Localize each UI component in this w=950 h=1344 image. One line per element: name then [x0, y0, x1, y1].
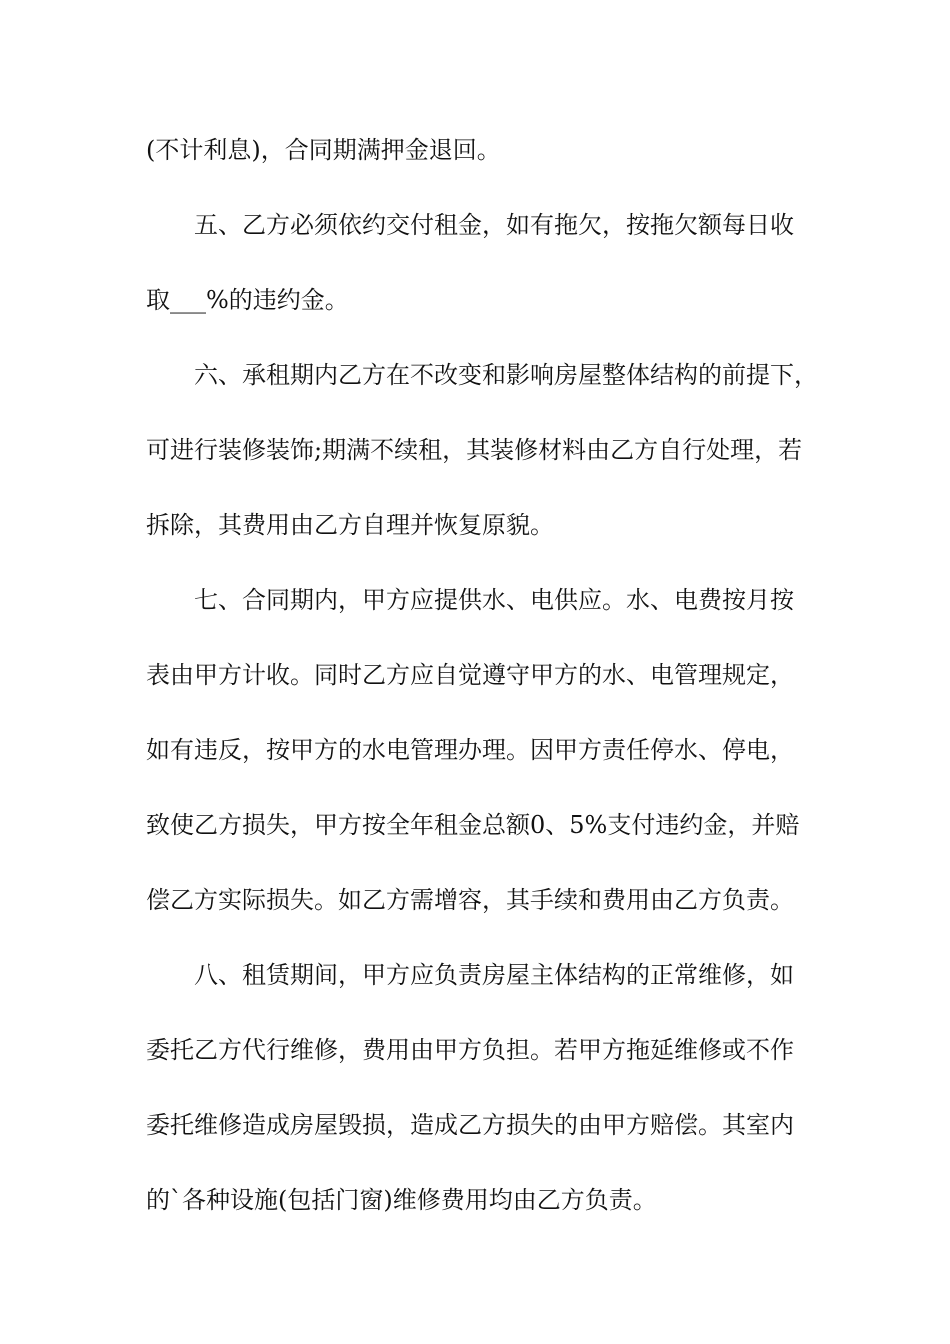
- clause-5-line-1: 五、乙方必须依约交付租金，如有拖欠，按拖欠额每日收: [194, 211, 794, 239]
- clause-6-line-3: 拆除，其费用由乙方自理并恢复原貌。: [146, 511, 554, 539]
- clause-7-line-1: 七、合同期内，甲方应提供水、电供应。水、电费按月按: [194, 586, 794, 614]
- clause-8-line-3: 委托维修造成房屋毁损，造成乙方损失的由甲方赔偿。其室内: [146, 1111, 794, 1139]
- clause-7-line-5: 偿乙方实际损失。如乙方需增容，其手续和费用由乙方负责。: [146, 886, 794, 914]
- clause-8-line-2: 委托乙方代行维修，费用由甲方负担。若甲方拖延维修或不作: [146, 1036, 794, 1064]
- clause-8-line-1: 八、租赁期间，甲方应负责房屋主体结构的正常维修，如: [194, 961, 794, 989]
- text-line-1: (不计利息)，合同期满押金退回。: [146, 136, 501, 164]
- clause-7-line-3: 如有违反，按甲方的水电管理办理。因甲方责任停水、停电，: [146, 736, 794, 764]
- clause-5-line-2: 取___%的违约金。: [146, 286, 349, 314]
- clause-7-line-2: 表由甲方计收。同时乙方应自觉遵守甲方的水、电管理规定，: [146, 661, 794, 689]
- clause-6-line-2: 可进行装修装饰;期满不续租，其装修材料由乙方自行处理，若: [146, 436, 803, 464]
- clause-7-line-4: 致使乙方损失，甲方按全年租金总额0、5%支付违约金，并赔: [146, 811, 800, 839]
- clause-6-line-1: 六、承租期内乙方在不改变和影响房屋整体结构的前提下，: [194, 361, 818, 389]
- clause-8-line-4: 的`各种设施(包括门窗)维修费用均由乙方负责。: [146, 1186, 657, 1214]
